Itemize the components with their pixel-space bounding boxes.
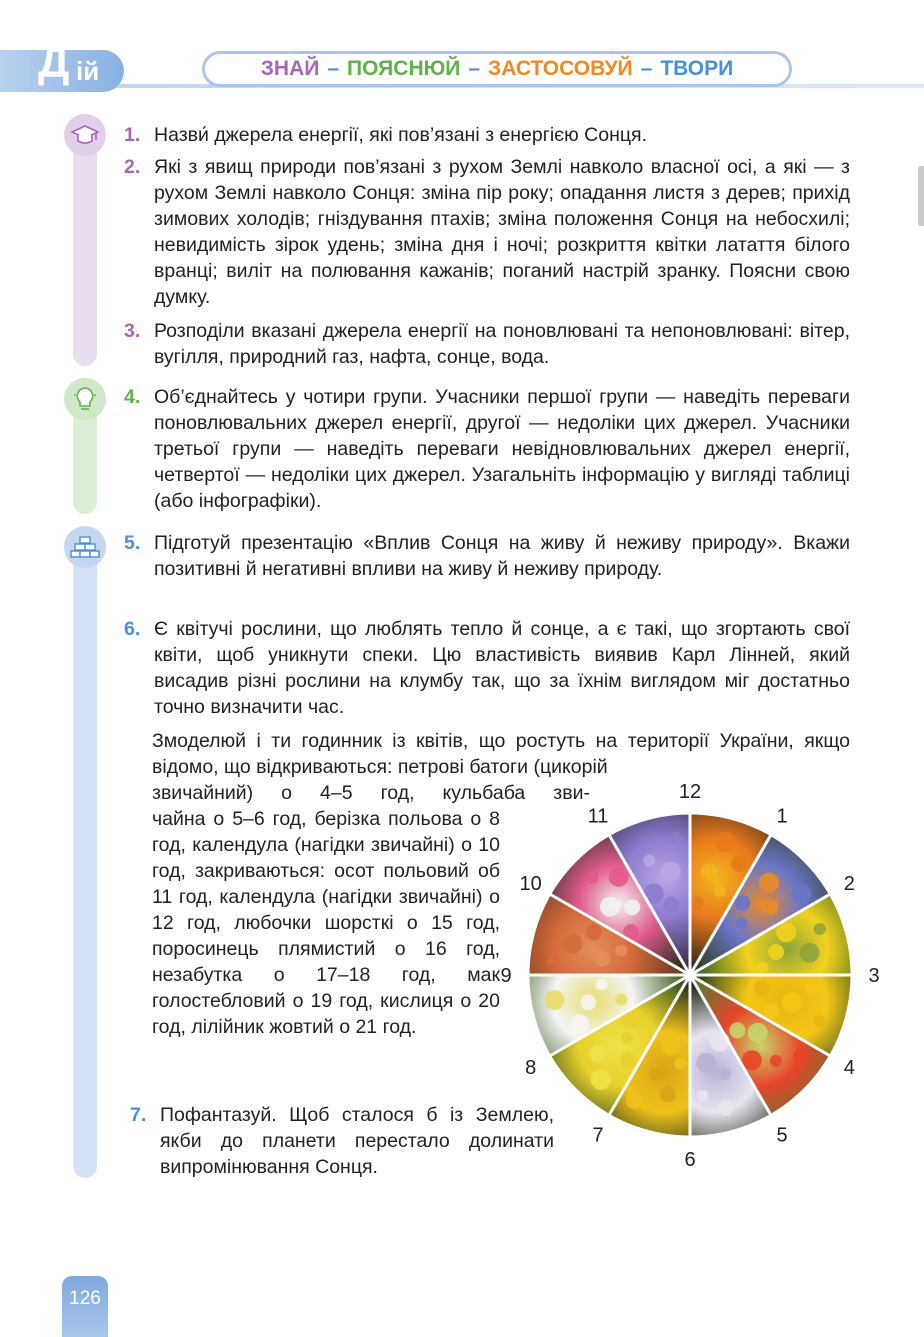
flower-blossom xyxy=(624,899,640,915)
flower-blossom xyxy=(609,867,629,887)
flower-blossom xyxy=(545,990,565,1010)
clock-hour-label: 11 xyxy=(587,805,609,828)
clock-hour-label: 4 xyxy=(843,1057,855,1079)
flower-blossom xyxy=(714,885,726,897)
create-section-bar xyxy=(73,534,97,1178)
task-1 xyxy=(124,122,850,148)
task-6 xyxy=(124,616,850,720)
flower-blossom xyxy=(670,832,682,844)
flower-blossom xyxy=(594,951,610,967)
flower-blossom xyxy=(595,978,607,990)
task-4 xyxy=(124,384,850,514)
flower-blossom xyxy=(759,873,779,893)
task-5 xyxy=(124,530,850,582)
flower-blossom xyxy=(586,924,602,940)
task-7 xyxy=(130,1102,554,1180)
flower-blossom xyxy=(754,980,770,996)
task-6-flower-list: чайна о 5–6 год, берізка польова о 8 год, календула (нагідки звичайні) о 10 год, закриваються: осот польовий об 11 год, календула (нагідки звичайні) о 12 год, любочки шорсткі о 15 год, поросинець плямистий о 16 год, незабутка о 17–18 год, мак голостебловий о 19 год, кислиця о 20 год, лілійник жовтий о 21 год. xyxy=(152,808,500,1038)
clock-hour-label: 9 xyxy=(500,965,512,987)
flower-blossom xyxy=(621,1032,633,1044)
task-text: Які з явищ природи пов’язані з рухом Землі навколо власної осі, а які — з рухом Землі навколо Сонця: зміна пір року; опадання листя з дерев; прихід зимових холодів; гніздування птахів; зміна положення Сонця на небосхилі; невидимість зірок удень; зміна дня і ночі; розкриття квітки латаття білого вранці; виліт на полювання кажанів; поганий настрій зранку. Поясни свою думку. xyxy=(154,156,850,308)
flower-blossom xyxy=(799,943,819,963)
clock-hour-label: 10 xyxy=(519,873,542,895)
flower-blossom xyxy=(729,1022,745,1038)
flower-blossom xyxy=(736,917,748,929)
flower-blossom xyxy=(762,899,778,915)
graduation-cap-icon xyxy=(71,123,99,147)
task-6-model-line-1: Змоделюй і ти годинник із квітів, що ростуть на території України, якщо відомо, що відкриваються: петрові батоги (цикорій xyxy=(152,730,850,778)
task-number: 1. xyxy=(124,124,141,146)
task-text: Пофантазуй. Щоб сталося б із Землею, якби до планети перестало долинати випромінювання Сонця. xyxy=(160,1104,554,1178)
clock-hour-label: 5 xyxy=(776,1124,788,1147)
flower-clock xyxy=(500,780,900,1170)
flower-blossom xyxy=(649,1068,661,1080)
know-section-icon xyxy=(64,114,106,156)
task-6-model-line-2: звичайний) о 4–5 год, кульбаба зви- xyxy=(152,782,590,804)
flower-blossom xyxy=(692,896,704,908)
bricks-icon xyxy=(70,534,100,560)
clock-hour-label: 7 xyxy=(592,1124,604,1147)
section-badge-suffix: ій xyxy=(76,56,100,86)
motto-word: – xyxy=(327,57,340,80)
flower-blossom xyxy=(580,994,596,1010)
clock-hour-label: 3 xyxy=(868,965,880,987)
flower-blossom xyxy=(615,993,627,1005)
task-3 xyxy=(124,318,850,370)
task-text: Назви́ джерела енергії, які пов’язані з енергією Сонця. xyxy=(154,124,648,146)
flower-blossom xyxy=(734,895,750,911)
flower-blossom xyxy=(805,982,817,994)
flower-blossom xyxy=(563,934,583,954)
flower-blossom xyxy=(600,897,620,917)
task-text: Об’єднайтесь у чотири групи. Учасники першої групи — наведіть переваги поновлювальних джерел енергії, другої — недоліки цих джерел. Учасники третьої групи — наведіть переваги невідновлювальних джерел енергії, четвертої — недоліки цих джерел. Узагальніть інформацію у вигляді таблиці (або інфографіки). xyxy=(154,386,850,512)
flower-blossom xyxy=(814,1015,826,1027)
flower-blossom xyxy=(587,872,599,884)
flower-blossom xyxy=(620,1052,636,1068)
know-section-bar xyxy=(73,120,97,366)
flower-blossom xyxy=(591,1070,611,1090)
flower-blossom xyxy=(701,863,717,879)
flower-blossom xyxy=(615,945,627,957)
flower-blossom xyxy=(748,1023,768,1043)
task-number: 2. xyxy=(124,156,141,178)
lightbulb-icon xyxy=(72,385,98,413)
flower-blossom xyxy=(675,1058,687,1070)
flower-blossom xyxy=(626,1093,642,1109)
page-edge-tab xyxy=(918,166,924,226)
flower-blossom xyxy=(731,856,747,872)
motto-word: ЗАСТОСОВУЙ xyxy=(488,57,633,80)
task-text: Є квітучі рослини, що люблять тепло й сонце, а є такі, що згортають свої квіти, щоб уникнути спеки. Цю властивість виявив Карл Лінней, який висадив різні рослини на клумбу так, що за їхнім виглядом міг достатньо точно визначити час. xyxy=(154,618,850,718)
flower-blossom xyxy=(663,897,679,913)
task-number: 5. xyxy=(124,532,141,554)
flower-blossom xyxy=(590,1046,606,1062)
motto-word: ПОЯСНЮЙ xyxy=(347,57,461,80)
clock-hour-label: 8 xyxy=(525,1057,537,1079)
clock-hour-label: 6 xyxy=(684,1149,696,1170)
flower-blossom xyxy=(793,1048,809,1064)
flower-blossom xyxy=(697,1090,709,1102)
clock-hour-label: 2 xyxy=(843,873,855,895)
task-number: 6. xyxy=(124,618,141,640)
page-number: 126 xyxy=(69,1288,101,1309)
motto-word: – xyxy=(640,57,653,80)
flower-blossom xyxy=(770,1055,782,1067)
flower-blossom xyxy=(814,923,826,935)
flower-blossom xyxy=(643,854,655,866)
flower-blossom xyxy=(660,1086,676,1102)
motto-word: – xyxy=(468,57,481,80)
task-2 xyxy=(124,154,850,310)
task-text: Розподіли вказані джерела енергії на поновлювані та непоновлювані: вітер, вугілля, природний газ, нафта, сонце, вода. xyxy=(154,320,850,368)
section-badge-letter: Д xyxy=(38,38,69,87)
task-number: 3. xyxy=(124,320,141,342)
flower-blossom xyxy=(791,884,811,904)
flower-blossom xyxy=(661,861,681,881)
task-text: Підготуй презентацію «Вплив Сонця на живу й неживу природу». Вкажи позитивні й негативні впливи на живу й неживу природу. xyxy=(154,532,850,580)
create-section-icon xyxy=(64,526,106,568)
flower-blossom xyxy=(718,1100,734,1116)
motto-word: ЗНАЙ xyxy=(260,57,320,80)
flower-blossom xyxy=(569,1014,589,1034)
motto-word: ТВОРИ xyxy=(660,57,734,80)
motto-banner xyxy=(202,51,792,87)
flower-blossom xyxy=(547,955,559,967)
flower-blossom xyxy=(757,961,769,973)
task-number: 7. xyxy=(130,1104,147,1126)
task-number: 4. xyxy=(124,386,141,408)
flower-blossom xyxy=(768,944,784,960)
clock-hour-label: 1 xyxy=(776,805,788,828)
flower-blossom xyxy=(716,832,736,852)
flower-blossom xyxy=(763,1003,779,1019)
flower-blossom xyxy=(661,1035,681,1055)
explain-section-icon xyxy=(64,378,106,420)
flower-blossom xyxy=(696,1053,716,1073)
flower-blossom xyxy=(782,992,802,1012)
flower-blossom xyxy=(710,1032,730,1052)
flower-blossom xyxy=(719,1068,731,1080)
clock-hour-label: 12 xyxy=(678,781,702,803)
